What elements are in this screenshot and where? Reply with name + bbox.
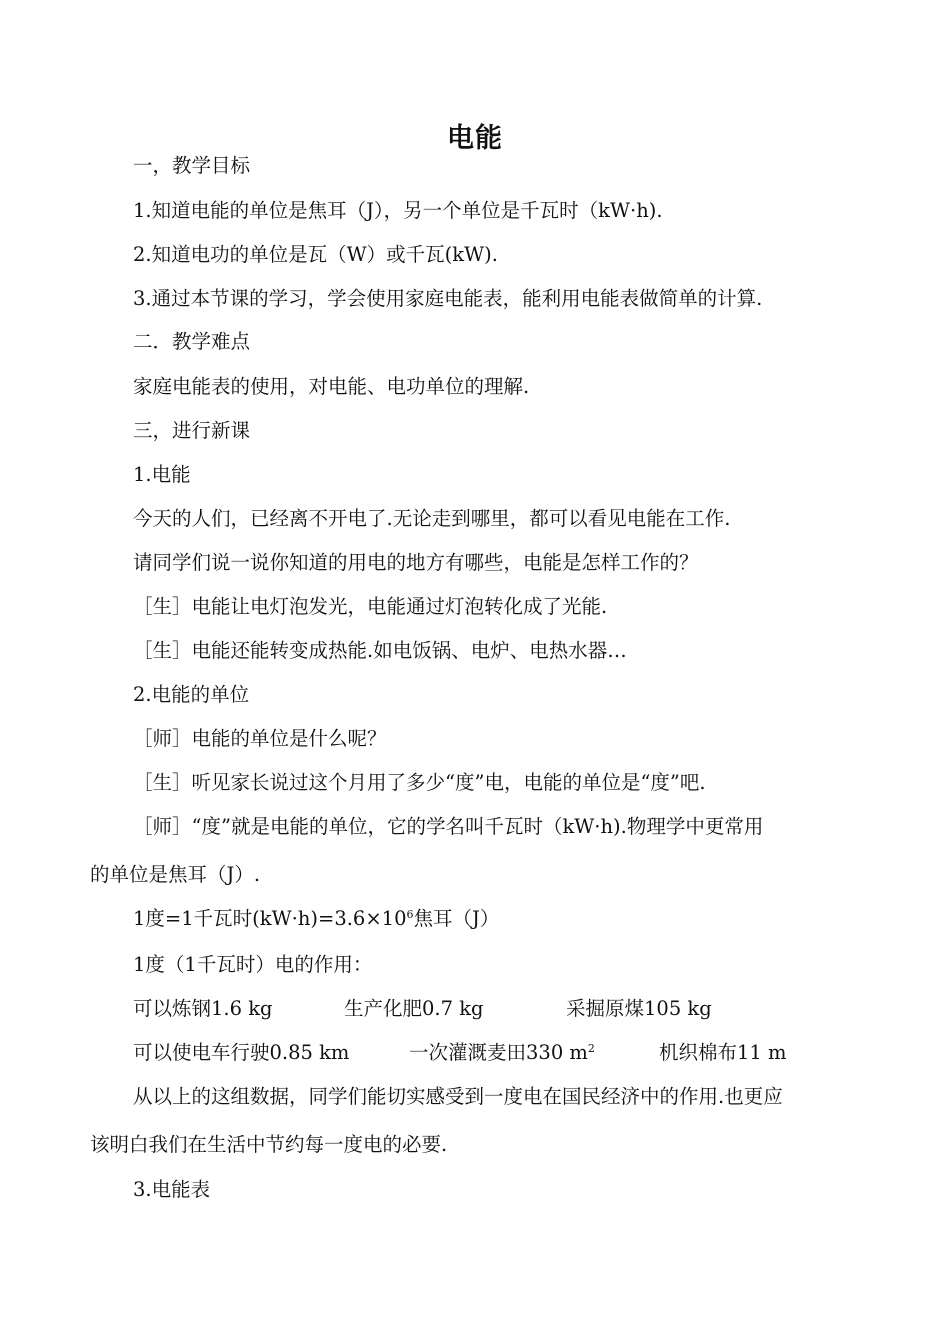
section-heading-new-lesson: 三，进行新课 [133, 419, 251, 442]
subheading-energy: 1.电能 [133, 463, 191, 486]
dialogue-line: ［师］电能的单位是什么呢？ [133, 727, 387, 750]
dialogue-line: ［生］听见家长说过这个月用了多少“度”电，电能的单位是“度”吧. [133, 771, 706, 794]
use-item: 可以炼钢1.6 kg [133, 997, 273, 1020]
subheading-energy-meter: 3.电能表 [133, 1178, 211, 1201]
uses-row-1 [133, 994, 853, 1024]
paragraph-line: 今天的人们，已经离不开电了.无论走到哪里，都可以看见电能在工作. [133, 507, 731, 530]
dialogue-line: ［生］电能还能转变成热能.如电饭锅、电炉、电热水器… [133, 639, 627, 662]
dialogue-line: ［生］电能让电灯泡发光，电能通过灯泡转化成了光能. [133, 595, 608, 618]
use-item: 机织棉布11 m [659, 1041, 787, 1064]
use-item [409, 1038, 595, 1068]
uses-row-2 [133, 1038, 853, 1068]
conclusion-line-continued: 该明白我们在生活中节约每一度电的必要. [90, 1133, 448, 1156]
area-exponent: 2 [587, 1042, 595, 1055]
use-item: 生产化肥0.7 kg [344, 997, 484, 1020]
objective-item-1: 1.知道电能的单位是焦耳（J），另一个单位是千瓦时（kW·h). [133, 199, 663, 222]
conclusion-line: 从以上的这组数据，同学们能切实感受到一度电在国民经济中的作用.也更应 [133, 1085, 783, 1108]
use-item: 采掘原煤105 kg [566, 997, 712, 1020]
objective-item-2: 2.知道电功的单位是瓦（W）或千瓦(kW). [133, 243, 498, 266]
subheading-energy-unit: 2.电能的单位 [133, 683, 250, 706]
use-item: 可以使电车行驶0.85 km [133, 1041, 350, 1064]
difficulties-text: 家庭电能表的使用，对电能、电功单位的理解. [133, 375, 530, 398]
section-heading-difficulties: 二．教学难点 [133, 330, 251, 353]
formula-exponent: 6 [406, 908, 414, 921]
dialogue-line-continued: 的单位是焦耳（J）. [90, 863, 261, 886]
formula-text-end: 焦耳（J） [413, 907, 500, 930]
use-item-text: 一次灌溉麦田330 m [409, 1041, 588, 1064]
section-heading-objectives: 一，教学目标 [133, 154, 251, 177]
objective-item-3: 3.通过本节课的学习，学会使用家庭电能表，能利用电能表做简单的计算. [133, 287, 763, 310]
dialogue-line: ［师］“度”就是电能的单位，它的学名叫千瓦时（kW·h).物理学中更常用 [133, 815, 764, 838]
unit-formula [133, 904, 499, 934]
formula-text: 1度=1千瓦时(kW·h)=3.6×10 [133, 907, 407, 930]
paragraph-line: 请同学们说一说你知道的用电的地方有哪些，电能是怎样工作的？ [133, 551, 699, 574]
uses-heading: 1度（1千瓦时）电的作用： [133, 953, 373, 976]
page-title: 电能 [447, 123, 503, 154]
